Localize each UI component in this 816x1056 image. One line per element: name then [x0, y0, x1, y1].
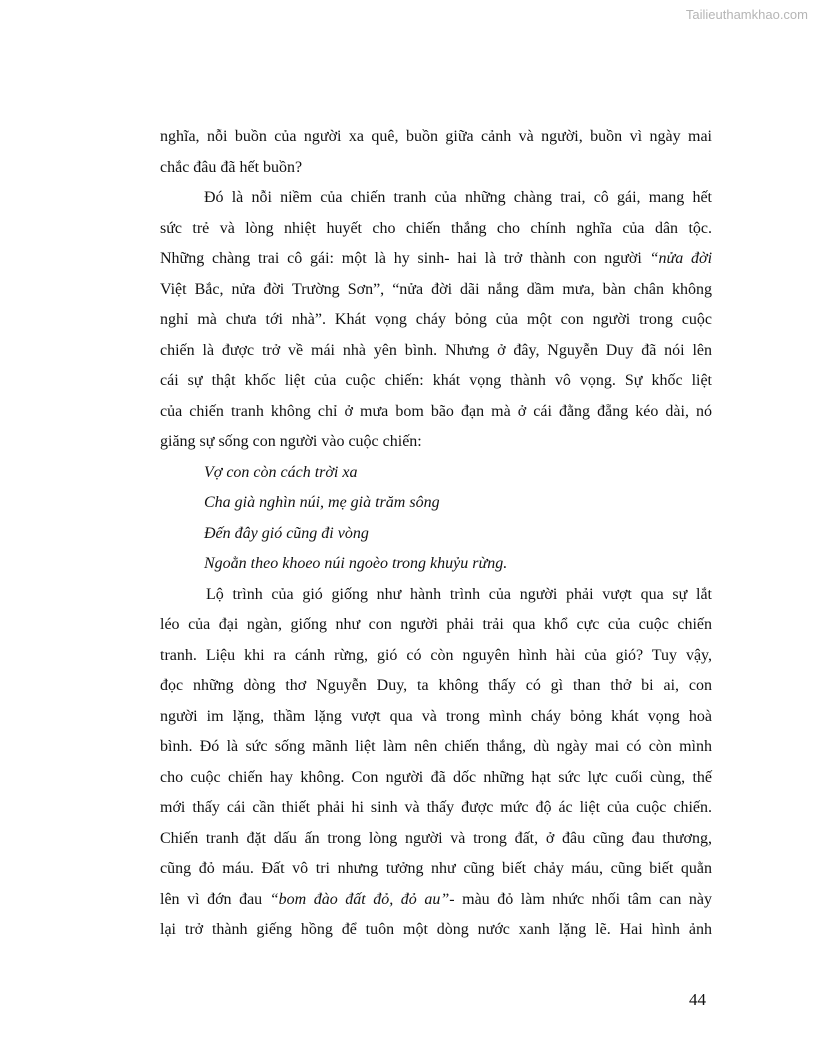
text-line: giăng sự sống con người vào cuộc chiến:	[160, 433, 422, 450]
text-line: mới thấy cái cần thiết phải hi sinh và thấy được mức độ ác liệt của cuộc chiến.	[160, 799, 712, 816]
text-line: tranh. Liệu khi ra cánh rừng, gió có còn nguyên hình hài của gió? Tuy vậy,	[160, 646, 712, 664]
text-line: chiến là được trở về mái nhà yên bình. Nhưng ở đây, Nguyễn Duy đã nói lên	[160, 341, 712, 359]
text-line: Lộ trình của gió giống như hành trình của người phải vượt qua sự lắt	[206, 585, 712, 603]
text-line: Đó là nỗi niềm của chiến tranh của những chàng trai, cô gái, mang hết	[204, 189, 712, 206]
poem-line: Cha già nghìn núi, mẹ già trăm sông	[204, 494, 440, 511]
text-line: cái sự thật khốc liệt của cuộc chiến: khát vọng thành vô vọng. Sự khốc liệt	[160, 372, 712, 389]
text-line	[160, 885, 712, 916]
text-span: - màu đỏ làm nhức nhối tâm can này	[449, 890, 713, 908]
quote-span: “nửa đời	[649, 250, 713, 267]
text-line: nghĩa, nỗi buồn của người xa quê, buồn giữa cảnh và người, buồn vì ngày mai	[160, 128, 712, 145]
text-line: người im lặng, thầm lặng vượt qua và trong mình cháy bỏng khát vọng hoà	[160, 707, 712, 725]
text-line: bình. Đó là sức sống mãnh liệt làm nên chiến thắng, dù ngày mai có còn mình	[160, 738, 712, 755]
text-span: lên vì đớn đau	[160, 890, 263, 908]
poem-line: Đến đây gió cũng đi vòng	[204, 524, 369, 542]
poem-line: Vợ con còn cách trời xa	[204, 463, 358, 481]
page-number: 44	[689, 990, 706, 1009]
text-line: lại trở thành giếng hồng để tuôn một dòng nước xanh lặng lẽ. Hai hình ảnh	[160, 921, 712, 938]
text-line: Việt Bắc, nửa đời Trường Sơn”, “nửa đời dãi nắng dầm mưa, bàn chân không	[160, 280, 712, 298]
text-line: Chiến tranh đặt dấu ấn trong lòng người và trong đất, ở đâu cũng đau thương,	[160, 829, 712, 847]
text-line: của chiến tranh không chỉ ở mưa bom bão đạn mà ở cái đằng đẵng kéo dài, nó	[160, 402, 712, 420]
watermark: Tailieuthamkhao.com	[685, 7, 808, 22]
text-line	[160, 244, 712, 275]
text-line: chắc đâu đã hết buồn?	[160, 158, 303, 176]
page-body	[160, 122, 712, 946]
text-line: nghỉ mà chưa tới nhà”. Khát vọng cháy bỏng của một con người trong cuộc	[160, 311, 712, 328]
text-line: đọc những dòng thơ Nguyễn Duy, ta không thấy có gì than thở bi ai, con	[160, 677, 712, 694]
text-line: cho cuộc chiến hay không. Con người đã dốc những hạt sức lực cuối cùng, thế	[160, 768, 712, 786]
text-line: sức trẻ và lòng nhiệt huyết cho chiến thắng cho chính nghĩa của dân tộc.	[160, 219, 712, 237]
text-line: léo của đại ngàn, giống như con người phải trải qua khổ cực của cuộc chiến	[160, 616, 712, 633]
text-span: Những chàng trai cô gái: một là hy sinh- hai là trở thành con người	[160, 250, 642, 267]
quote-span: “bom đào đất đỏ, đỏ au”	[269, 890, 450, 908]
poem-line: Ngoằn theo khoeo núi ngoèo trong khuỷu rừng.	[204, 555, 508, 572]
text-line: cũng đỏ máu. Đất vô tri nhưng tưởng như cũng biết chảy máu, cũng biết quằn	[160, 860, 712, 877]
